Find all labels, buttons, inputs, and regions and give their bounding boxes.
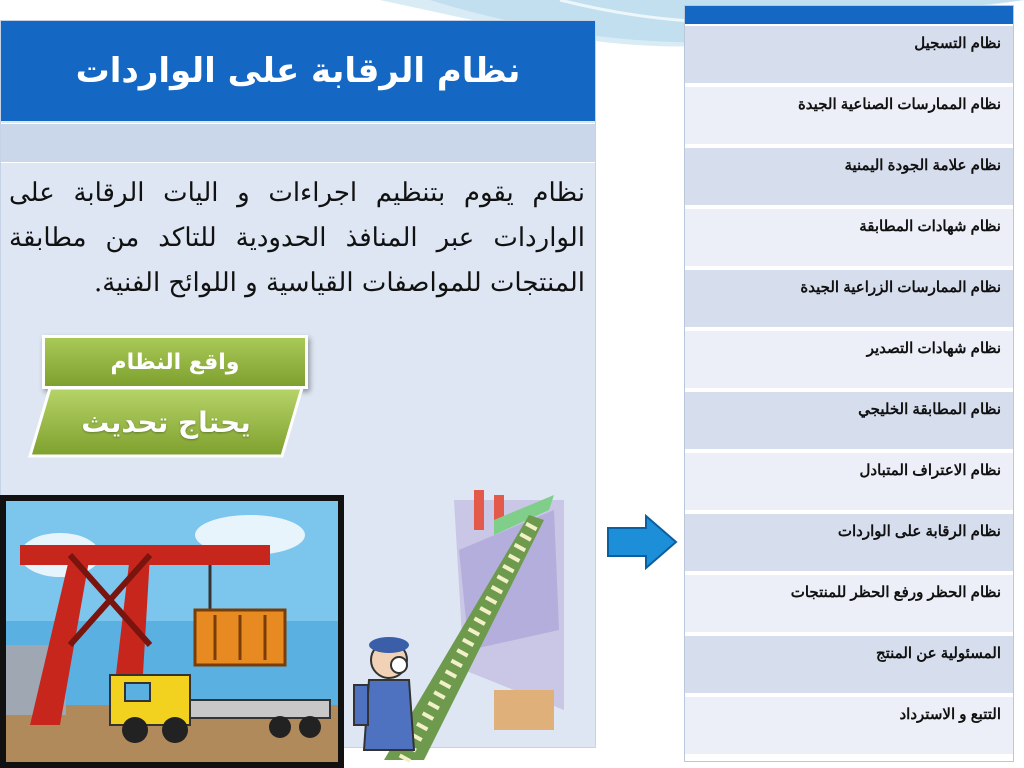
inspector-ship-clipart [344,490,566,768]
list-item[interactable]: المسئولية عن المنتج [685,634,1013,693]
list-item[interactable]: نظام شهادات التصدير [685,329,1013,388]
list-item[interactable]: نظام الحظر ورفع الحظر للمنتجات [685,573,1013,632]
status-value: يحتاج تحديث [81,405,251,439]
list-item[interactable]: نظام علامة الجودة اليمنية [685,146,1013,205]
list-item-active[interactable]: نظام الرقابة على الواردات [685,512,1013,571]
list-item[interactable]: نظام الاعتراف المتبادل [685,451,1013,510]
systems-list-header [685,6,1013,24]
crane-truck-clipart [0,495,344,768]
systems-list [684,5,1014,762]
status-value-badge [28,386,304,458]
list-item[interactable]: التتبع و الاسترداد [685,695,1013,754]
list-item[interactable]: نظام شهادات المطابقة [685,207,1013,266]
status-label: واقع النظام [42,335,308,389]
system-description: نظام يقوم بتنظيم اجراءات و اليات الرقابة على الواردات عبر المنافذ الحدودية للتاكد من مطابقة المنتجات للمواصفات القياسية و اللوائح الفنية. [9,178,585,298]
list-item[interactable]: نظام الممارسات الزراعية الجيدة [685,268,1013,327]
list-item[interactable]: نظام التسجيل [685,24,1013,83]
list-item[interactable]: نظام الممارسات الصناعية الجيدة [685,85,1013,144]
list-item[interactable]: نظام المطابقة الخليجي [685,390,1013,449]
right-arrow-icon [606,514,678,570]
slide-title: نظام الرقابة على الواردات [1,21,595,121]
spacer-row [1,123,595,163]
